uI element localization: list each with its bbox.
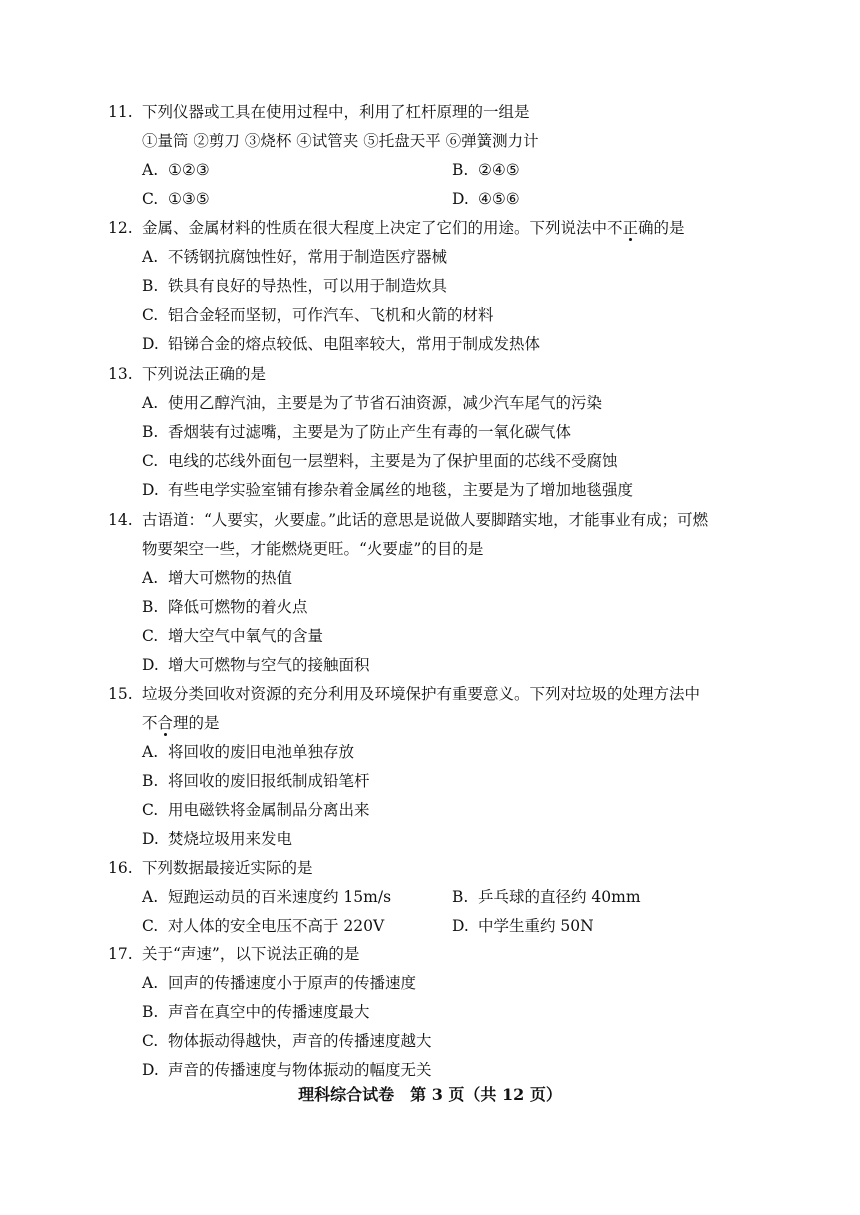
option-b: B. 声音在真空中的传播速度最大 xyxy=(142,1003,370,1021)
question-number: 13. xyxy=(108,365,133,383)
option-d: D. 有些电学实验室铺有掺杂着金属丝的地毯，主要是为了增加地毯强度 xyxy=(142,481,634,499)
question-12: 12. 金属、金属材料的性质在很大程度上决定了它们的用途。下列说法中不正确的是 A. 不锈钢抗腐蚀性好，常用于制造医疗器械 B. 铁具有良好的导热性，可以用于制造炊具 C. 铝合金轻而坚韧，可作汽车、飞机和火箭的材料 D. 铅锑合金的熔点较低、电阻率较大，常用于制成发热体 xyxy=(108,214,788,359)
question-items: ①量筒 ②剪刀 ③烧杯 ④试管夹 ⑤托盘天平 ⑥弹簧测力计 xyxy=(142,132,539,150)
emphasis-text: 不合理 xyxy=(142,714,189,732)
option-b: B. 乒乓球的直径约 40mm xyxy=(452,888,641,906)
question-14 xyxy=(108,506,788,680)
option-c: C. 增大空气中氧气的含量 xyxy=(142,627,324,645)
option-a: A. 将回收的废旧电池单独存放 xyxy=(142,743,355,761)
question-stem-continued: 不合理的是 xyxy=(142,714,220,732)
question-stem: 关于“声速”，以下说法正确的是 xyxy=(142,945,360,963)
option-b: B. 将回收的废旧报纸制成铅笔杆 xyxy=(142,772,370,790)
question-17 xyxy=(108,940,788,1085)
option-b: B. 降低可燃物的着火点 xyxy=(142,598,308,616)
option-d: D. 声音的传播速度与物体振动的幅度无关 xyxy=(142,1061,432,1079)
question-number: 11. xyxy=(108,103,133,121)
question-number: 17. xyxy=(108,945,133,963)
question-11 xyxy=(108,98,788,214)
question-13 xyxy=(108,360,788,505)
option-a: A. 使用乙醇汽油，主要是为了节省石油资源，减少汽车尾气的污染 xyxy=(142,394,603,412)
option-d: D. 铅锑合金的熔点较低、电阻率较大，常用于制成发热体 xyxy=(142,335,541,353)
question-stem-continued: 物要架空一些，才能燃烧更旺。“火要虚”的目的是 xyxy=(142,540,484,558)
question-16 xyxy=(108,854,788,941)
option-c: C. ①③⑤ xyxy=(142,190,210,208)
question-number: 14. xyxy=(108,511,133,529)
option-a: A. 不锈钢抗腐蚀性好，常用于制造医疗器械 xyxy=(142,248,448,266)
option-d: D. 增大可燃物与空气的接触面积 xyxy=(142,656,370,674)
option-a: A. 短跑运动员的百米速度约 15m/s xyxy=(142,888,392,906)
question-stem: 下列仪器或工具在使用过程中，利用了杠杆原理的一组是 xyxy=(142,103,530,121)
option-b: B. 铁具有良好的导热性，可以用于制造炊具 xyxy=(142,277,448,295)
option-c: C. 对人体的安全电压不高于 220V xyxy=(142,917,385,935)
option-d: D. 中学生重约 50N xyxy=(452,917,594,935)
page-footer: 理科综合试卷 第 3 页（共 12 页） xyxy=(298,1085,562,1104)
question-stem: 垃圾分类回收对资源的充分利用及环境保护有重要意义。下列对垃圾的处理方法中 xyxy=(142,685,701,703)
question-number: 16. xyxy=(108,859,133,877)
option-c: C. 物体振动得越快，声音的传播速度越大 xyxy=(142,1032,432,1050)
emphasis-text: 不正确 xyxy=(607,219,654,237)
question-stem: 下列说法正确的是 xyxy=(142,365,267,383)
question-number: 12. xyxy=(108,219,133,237)
question-15 xyxy=(108,680,788,854)
option-b: B. ②④⑤ xyxy=(452,161,520,179)
option-b: B. 香烟装有过滤嘴，主要是为了防止产生有毒的一氧化碳气体 xyxy=(142,423,572,441)
question-number: 15. xyxy=(108,685,133,703)
option-a: A. ①②③ xyxy=(142,161,210,179)
option-c: C. 用电磁铁将金属制品分离出来 xyxy=(142,801,370,819)
question-stem: 古语道：“人要实，火要虚。”此话的意思是说做人要脚踏实地，才能事业有成；可燃 xyxy=(142,511,709,529)
option-a: A. 增大可燃物的热值 xyxy=(142,569,293,587)
option-d: D. ④⑤⑥ xyxy=(452,190,520,208)
question-stem: 金属、金属材料的性质在很大程度上决定了它们的用途。下列说法中 xyxy=(142,219,608,237)
option-a: A. 回声的传播速度小于原声的传播速度 xyxy=(142,974,417,992)
option-d: D. 焚烧垃圾用来发电 xyxy=(142,830,293,848)
question-stem: 下列数据最接近实际的是 xyxy=(142,859,313,877)
option-c: C. 铝合金轻而坚韧，可作汽车、飞机和火箭的材料 xyxy=(142,306,494,324)
option-c: C. 电线的芯线外面包一层塑料，主要是为了保护里面的芯线不受腐蚀 xyxy=(142,452,618,470)
